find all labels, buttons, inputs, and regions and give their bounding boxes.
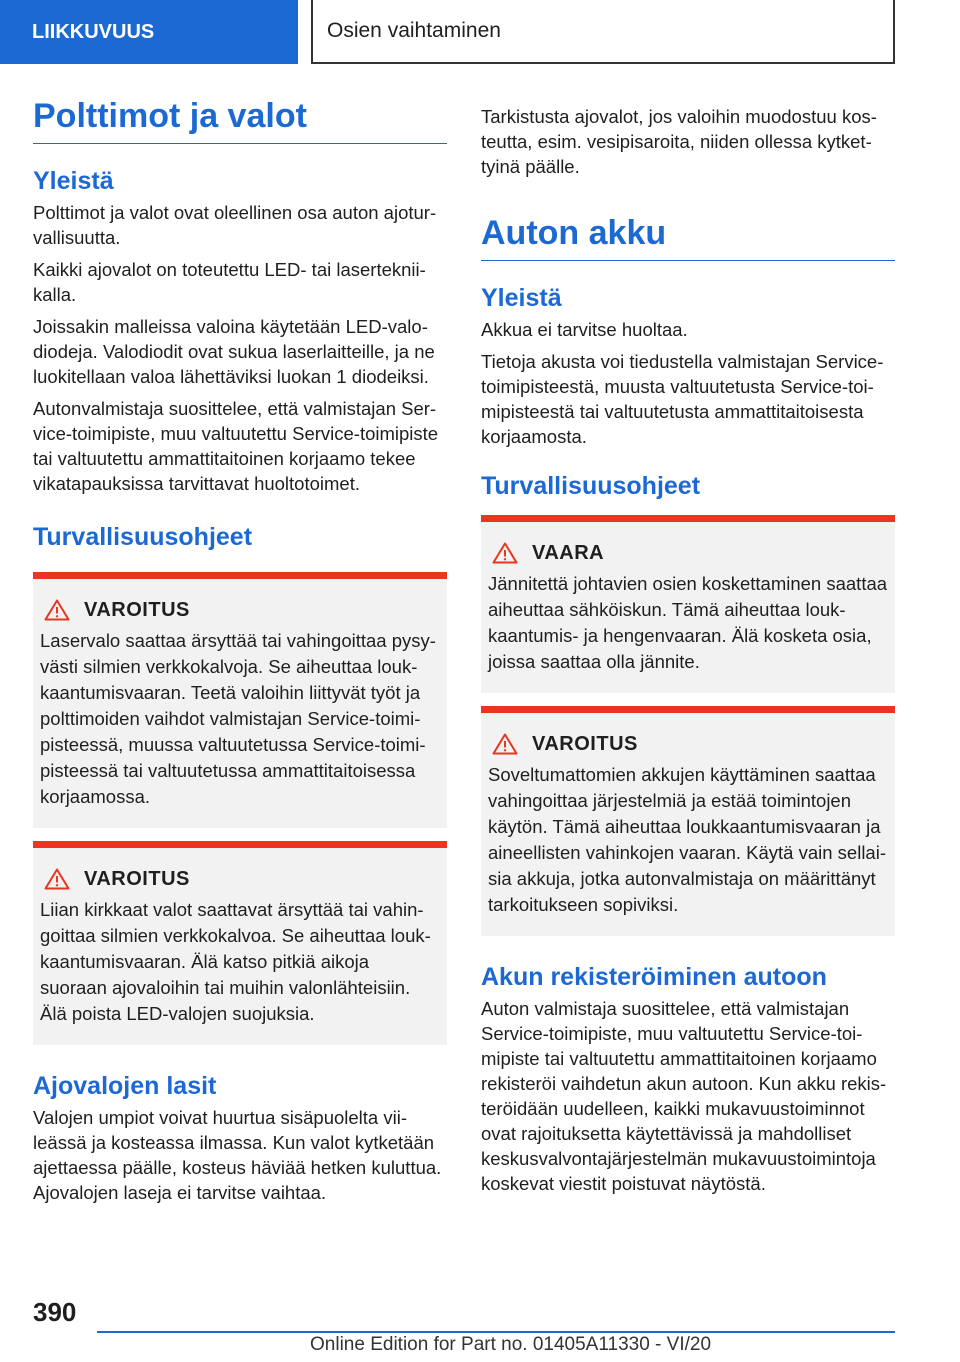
danger-label: VAARA	[532, 541, 605, 564]
bulbs-general-heading: Yleistä	[33, 166, 114, 195]
warning-triangle-icon	[492, 542, 518, 564]
left-column	[33, 96, 447, 1212]
battery-general-heading: Yleistä	[481, 283, 562, 312]
warning-text: Jännitettä johtavien osien koskettaminen saattaa aiheuttaa sähköiskun. Tämä aiheuttaa loukkaantumis- ja hengenvaaran. Älä kosketa osia, joissa saattaa olla jännite.	[488, 572, 888, 672]
right-column	[481, 104, 895, 1203]
warning-triangle-icon	[44, 599, 70, 621]
warning-text: Laservalo saattaa ärsyttää tai vahingoittaa pysyvästi silmien verkkokalvoja. Se aiheuttaa loukkaantumisvaaran. Teetä valoihin liittyvät työt ja polttimoiden vaihdot valmistajan Service-toimipisteessä, muussa valtuutetussa Service-toimipisteessä tai valtuutetussa ammattitaitoisessa korjaamossa.	[40, 629, 436, 807]
section-tab: LIIKKUVUUS	[0, 0, 298, 64]
paragraph: Auton valmistaja suosittelee, että valmistajan Service-toimipiste, muu valtuutettu Service-toimipiste tai valtuutettu ammattitaitoinen korjaamo rekisteröi vaihdetun akun autoon. Kun akku rekisteröidään uudelleen, kaikki mukavuustoiminnot ovat rajoituksetta käytettävissä ja mahdolliset keskusvalvontajärjestelmän mukavuustoimintoja koskevat viestit poistuvat näytöstä.	[481, 997, 887, 1194]
warning-text: Soveltumattomien akkujen käyttäminen saattaa vahingoittaa järjestelmiä ja estää toimintojen käytön. Tämä aiheuttaa loukkaantumisvaaran ja aineellisten vahinkojen vaaran. Käytä vain sellaisia akkuja, jotka autonvalmistaja on määrittänyt tarkoitukseen sopiviksi.	[488, 763, 886, 915]
bulbs-safety-heading: Turvallisuusohjeet	[33, 522, 253, 551]
paragraph: Tarkistusta ajovalot, jos valoihin muodostuu kosteutta, esim. vesipisaroita, niiden ollessa kytkettyinä päälle.	[481, 106, 877, 177]
paragraph: Valojen umpiot voivat huurtua sisäpuolelta viileässä ja kosteassa ilmassa. Kun valot kytketään ajettaessa päälle, kosteus häviää hetken kuluttua. Ajovalojen laseja ei tarvitse vaihtaa.	[33, 1106, 442, 1203]
bulbs-heading: Polttimot ja valot	[33, 96, 447, 144]
edition-note: Online Edition for Part no. 01405A11330 - VI/20	[310, 1334, 712, 1355]
warning-box	[33, 841, 447, 1045]
paragraph: Tietoja akusta voi tiedustella valmistajan Service-toimipisteestä, muusta valtuutetusta Service-toimipisteestä tai valtuutetusta ammattitaitoisesta korjaamosta.	[481, 350, 884, 447]
chapter-title: Osien vaihtaminen	[311, 0, 895, 64]
lenses-heading: Ajovalojen lasit	[33, 1071, 217, 1100]
warning-text: Liian kirkkaat valot saattavat ärsyttää tai vahingoittaa silmien verkkokalvoa. Se aiheuttaa loukkaantumisvaaran. Älä katso pitkiä aikoja suoraan ajovaloihin tai muihin valonlähteisiin. Älä poista LED-valojen suojuksia.	[40, 898, 431, 1024]
warning-triangle-icon	[44, 868, 70, 890]
warning-triangle-icon	[492, 733, 518, 755]
warning-box	[33, 572, 447, 828]
warning-label: VAROITUS	[84, 867, 190, 890]
battery-heading: Auton akku	[481, 213, 895, 261]
paragraph: Polttimot ja valot ovat oleellinen osa auton ajoturvallisuutta.	[33, 201, 437, 248]
paragraph: Akkua ei tarvitse huoltaa.	[481, 318, 688, 340]
paragraph: Autonvalmistaja suosittelee, että valmistajan Service-toimipiste, muu valtuutettu Service-toimipiste tai valtuutettu ammattitaitoinen korjaamo tekee vikatapauksissa tarvittavat huoltotoimet.	[33, 397, 439, 494]
danger-box	[481, 515, 895, 693]
page-number: 390	[33, 1297, 77, 1327]
battery-safety-heading: Turvallisuusohjeet	[481, 471, 701, 500]
battery-register-heading: Akun rekisteröiminen autoon	[481, 962, 827, 991]
paragraph: Joissakin malleissa valoina käytetään LED-valodiodeja. Valodiodit ovat sukua laserlaitteille, ja ne luokitellaan valoa lähettäviksi luokan 1 diodeiksi.	[33, 315, 435, 387]
footer-divider	[97, 1331, 895, 1333]
warning-box	[481, 706, 895, 936]
paragraph: Kaikki ajovalot on toteutettu LED- tai lasertekniikalla.	[33, 258, 426, 305]
warning-label: VAROITUS	[532, 732, 638, 755]
warning-label: VAROITUS	[84, 598, 190, 621]
